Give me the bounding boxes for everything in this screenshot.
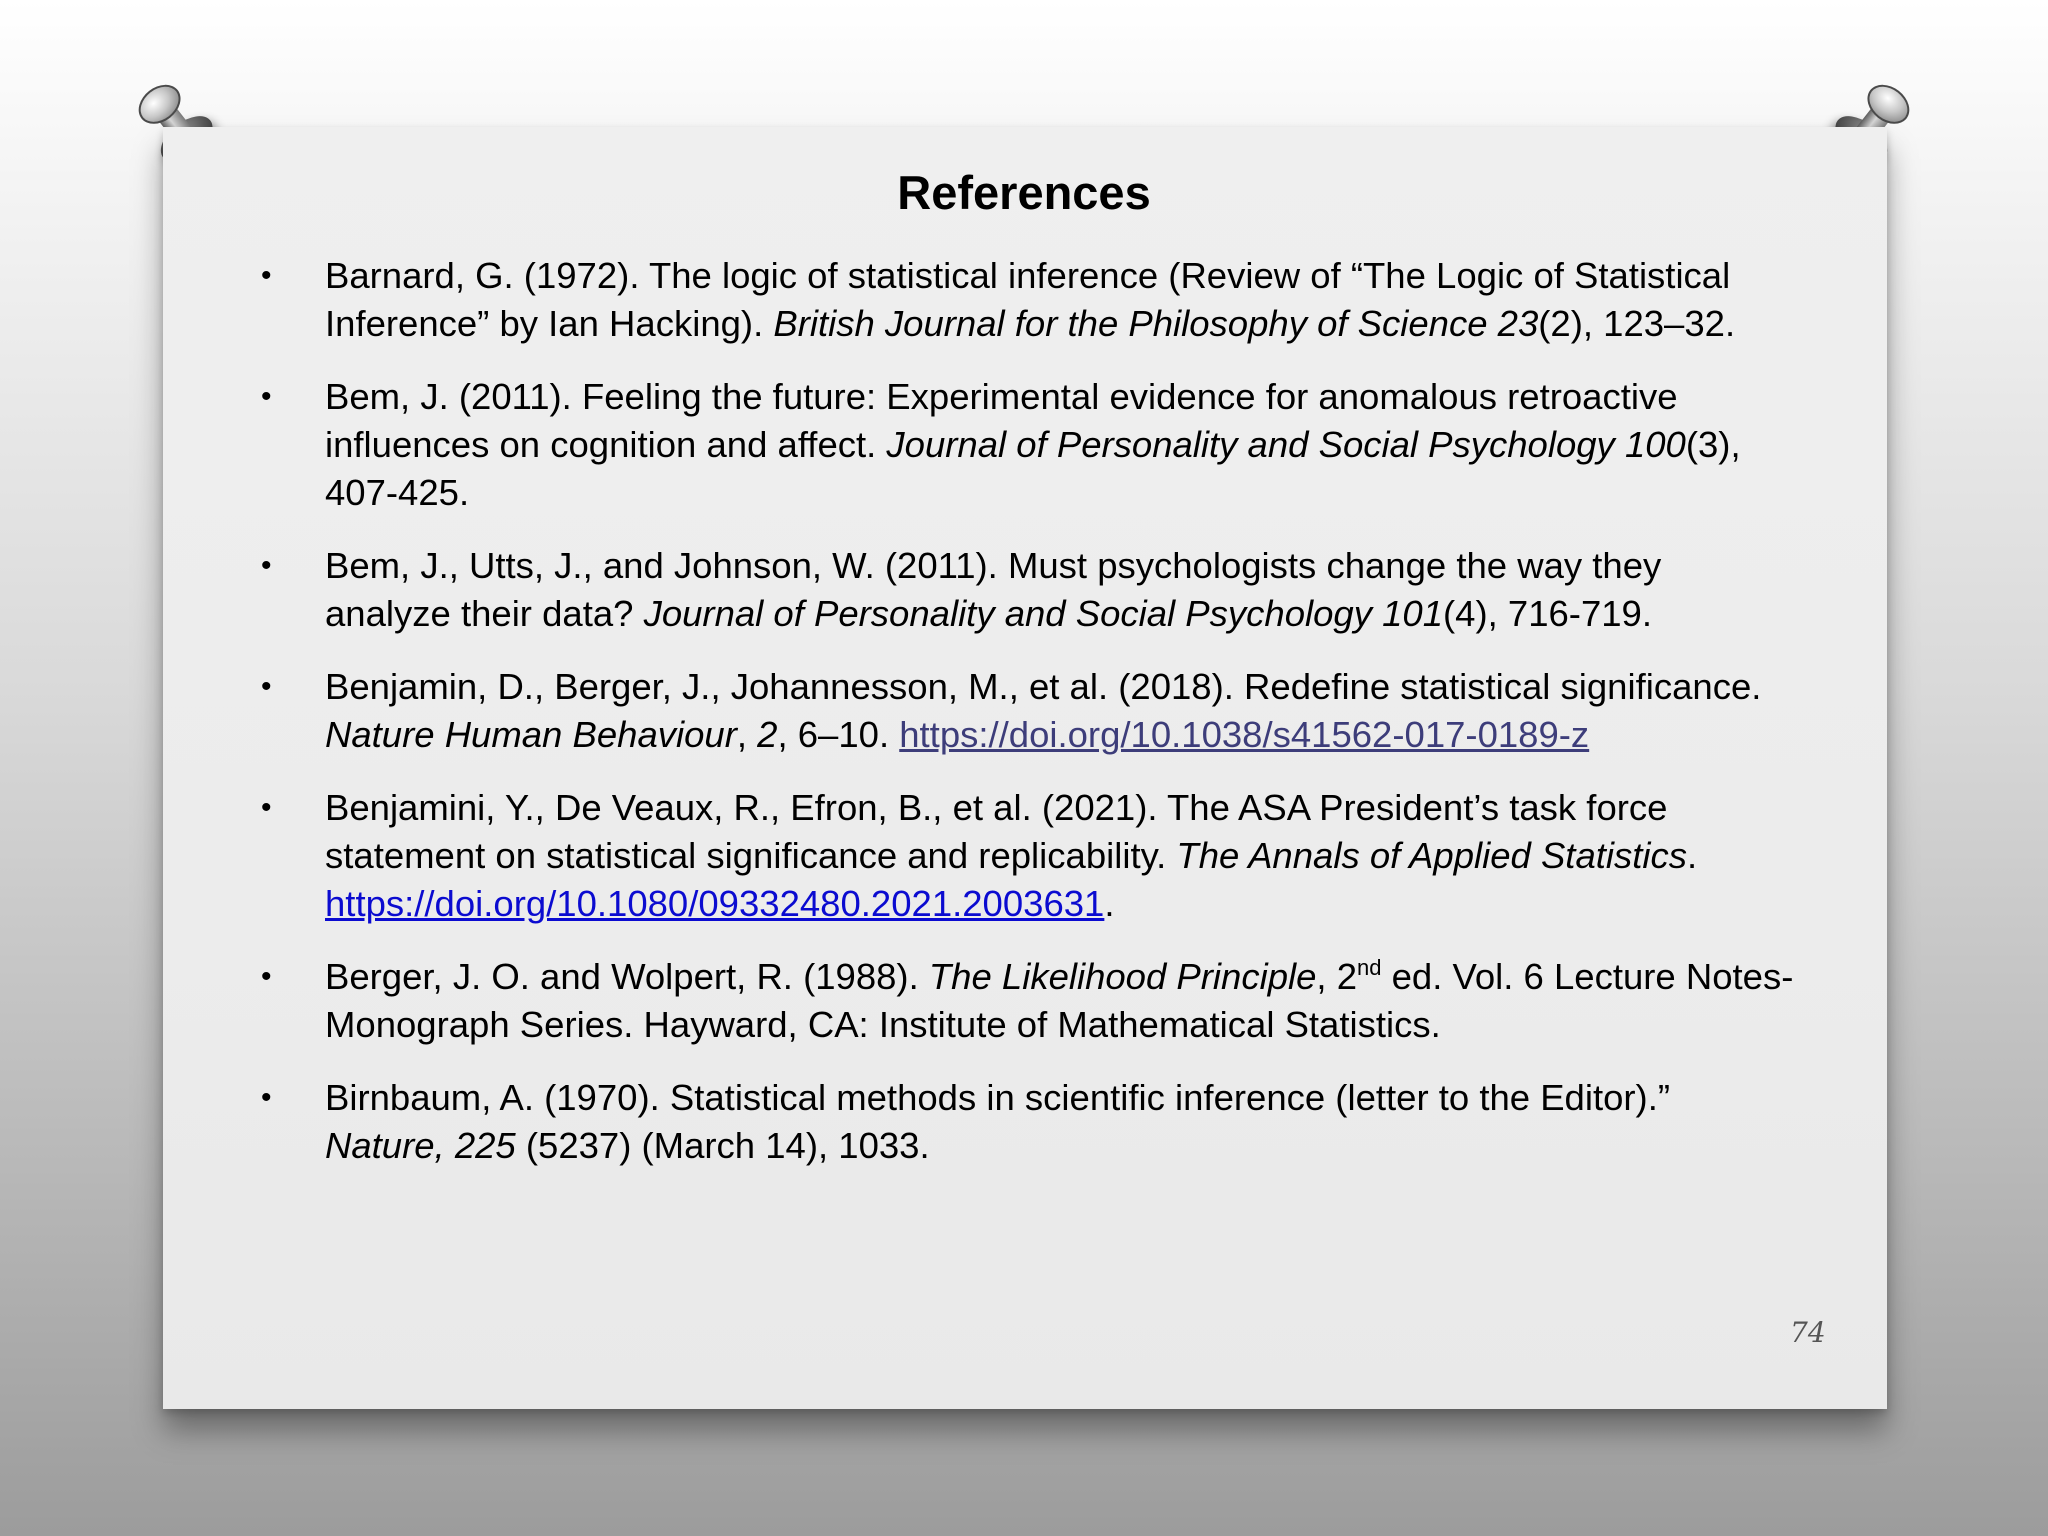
reference-item-bem-utts-johnson-2011 [261,542,1795,638]
bullet-icon: • [261,1081,272,1114]
reference-item-berger-wolpert-1988 [261,953,1795,1049]
reference-text: Bem, J. (2011). Feeling the future: Experimental evidence for anomalous retroactive influences on cognition and affect. [325,376,1678,465]
reference-journal: Journal of Personality and Social Psychology 100 [886,424,1686,465]
reference-text: Benjamin, D., Berger, J., Johannesson, M., et al. (2018). Redefine statistical significance. [325,666,1762,707]
reference-text: Berger, J. O. and Wolpert, R. (1988). [325,956,929,997]
reference-text: Benjamini, Y., De Veaux, R., Efron, B., et al. (2021). The ASA President’s task force statement on statistical significance and replicability. [325,787,1668,876]
reference-text: Bem, J., Utts, J., and Johnson, W. (2011). Must psychologists change the way they analyze their data? [325,545,1662,634]
bullet-icon: • [261,670,272,703]
reference-text-tail: (3), 407-425. [325,424,1741,513]
bullet-icon: • [261,549,272,582]
slide-title: References [897,166,1151,219]
reference-item-barnard-1972 [261,252,1795,348]
reference-text-tail: (2), 123–32. [1538,303,1736,344]
reference-item-bem-2011 [261,373,1795,517]
reference-journal: Nature Human Behaviour [325,714,737,755]
bullet-icon: • [261,380,272,413]
reference-list [261,252,1795,1195]
reference-text-tail: (5237) (March 14), 1033. [515,1125,930,1166]
reference-pages: , 6–10. [777,714,900,755]
doi-link[interactable]: https://doi.org/10.1080/09332480.2021.2003631 [325,883,1105,924]
bullet-icon: • [261,960,272,993]
page-number: 74 [1790,1316,1826,1349]
reference-journal: Journal of Personality and Social Psychology 101 [643,593,1443,634]
reference-text: Barnard, G. (1972). The logic of statistical inference (Review of “The Logic of Statistical Inference” by Ian Hacking). [325,255,1731,344]
reference-text-end: . [1104,883,1115,924]
edition-superscript: nd [1357,955,1382,980]
reference-text: Birnbaum, A. (1970). Statistical methods in scientific inference (letter to the Editor).” [325,1077,1671,1118]
reference-journal: The Annals of Applied Statistics [1176,835,1687,876]
bullet-icon: • [261,259,272,292]
bullet-icon: • [261,791,272,824]
reference-volume: 2 [757,714,778,755]
reference-book-title: The Likelihood Principle [928,956,1317,997]
reference-text-sep: . [1687,835,1698,876]
reference-text-sep: , [736,714,758,755]
reference-journal: British Journal for the Philosophy of Science 23 [773,303,1539,344]
reference-edition: , 2 [1316,956,1357,997]
reference-item-birnbaum-1970 [261,1074,1795,1170]
reference-text-tail: ed. Vol. 6 Lecture Notes-Monograph Series. Hayward, CA: Institute of Mathematical Statistics. [325,956,1794,1045]
reference-item-benjamini-2021 [261,784,1795,928]
doi-link[interactable]: https://doi.org/10.1038/s41562-017-0189-z [899,714,1590,755]
reference-item-benjamin-2018 [261,663,1795,759]
reference-text-tail: (4), 716-719. [1443,593,1652,634]
reference-journal: Nature, 225 [325,1125,516,1166]
